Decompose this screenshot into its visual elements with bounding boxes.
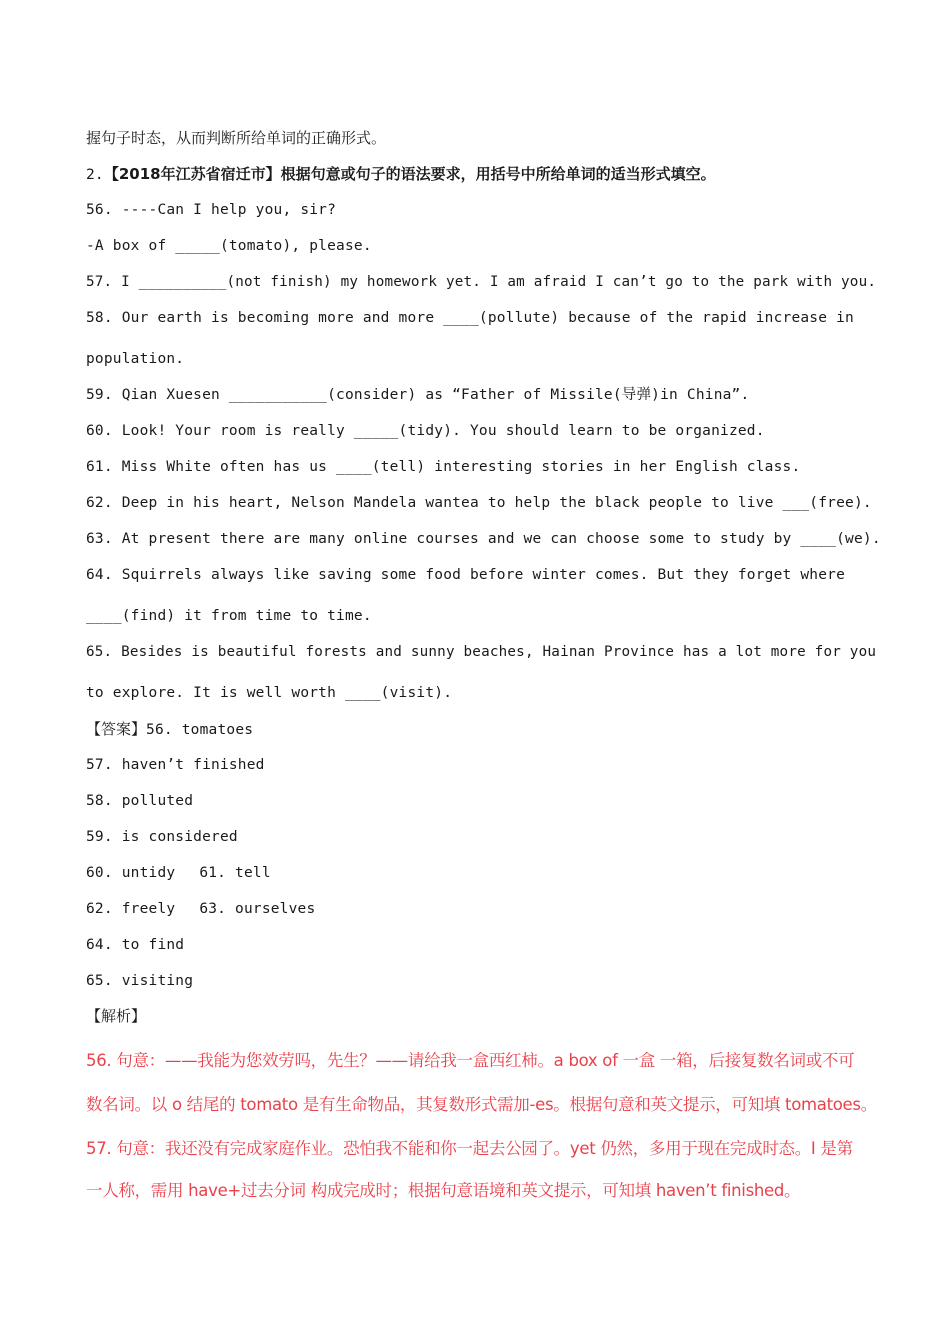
answer-62: 62. freely xyxy=(86,901,176,917)
answer-57: 57. haven’t finished xyxy=(86,757,265,773)
question-56-line-1: 56. ----Can I help you, sir? xyxy=(86,202,337,218)
explanation-57-line-2: 一人称，需用 have+过去分词 构成完成时；根据句意语境和英文提示，可知填 haven’t finished。 xyxy=(86,1181,801,1200)
question-57: 57. I __________(not finish) my homework yet. I am afraid I can’t go to the park with you. xyxy=(86,274,877,290)
explanation-56-line-2: 数名词。以 o 结尾的 tomato 是有生命物品，其复数形式需加-es。根据句意和英文提示，可知填 tomatoes。 xyxy=(86,1095,877,1114)
question-60: 60. Look! Your room is really _____(tidy). You should learn to be organized. xyxy=(86,423,765,439)
analysis-label: 【解析】 xyxy=(86,1007,147,1025)
question-56-line-2: -A box of _____(tomato), please. xyxy=(86,238,372,254)
question-61: 61. Miss White often has us ____(tell) interesting stories in her English class. xyxy=(86,459,801,475)
answer-61: 61. tell xyxy=(199,865,271,881)
answer-65: 65. visiting xyxy=(86,973,194,989)
question-64-line-2: ____(find) it from time to time. xyxy=(86,608,372,624)
answer-56: 56. tomatoes xyxy=(146,722,254,738)
question-58-line-2: population. xyxy=(86,351,185,367)
question-65-line-2: to explore. It is well worth ____(visit). xyxy=(86,685,453,701)
section-title: 【2018年江苏省宿迁市】根据句意或句子的语法要求，用括号中所给单词的适当形式填空。 xyxy=(103,165,716,183)
question-62: 62. Deep in his heart, Nelson Mandela wantea to help the black people to live ___(free). xyxy=(86,495,872,511)
question-64-line-1: 64. Squirrels always like saving some food before winter comes. But they forget where xyxy=(86,567,846,583)
answer-63: 63. ourselves xyxy=(199,901,316,917)
answer-58: 58. polluted xyxy=(86,793,194,809)
answer-59: 59. is considered xyxy=(86,829,238,845)
answer-60: 60. untidy xyxy=(86,865,176,881)
question-63: 63. At present there are many online courses and we can choose some to study by ____(we). xyxy=(86,531,881,547)
intro-text: 握句子时态，从而判断所给单词的正确形式。 xyxy=(86,129,387,147)
question-65-line-1: 65. Besides is beautiful forests and sunny beaches, Hainan Province has a lot more for you xyxy=(86,644,877,660)
explanation-56-line-1: 56. 句意：——我能为您效劳吗，先生？——请给我一盒西红柿。a box of 一盒 一箱，后接复数名词或不可 xyxy=(86,1051,855,1070)
answer-row-62-63 xyxy=(86,899,880,919)
answer-heading xyxy=(86,719,880,740)
section-heading xyxy=(86,164,880,185)
explanation-57-line-1: 57. 句意：我还没有完成家庭作业。恐怕我不能和你一起去公园了。yet 仍然，多用于现在完成时态。I 是第 xyxy=(86,1139,853,1158)
section-number: 2. xyxy=(86,167,104,183)
answer-64: 64. to find xyxy=(86,937,185,953)
answer-row-60-61 xyxy=(86,863,880,883)
answer-label: 【答案】 xyxy=(86,720,147,738)
question-59: 59. Qian Xuesen ___________(consider) as “Father of Missile(导弹)in China”. xyxy=(86,387,750,403)
question-58-line-1: 58. Our earth is becoming more and more ____(pollute) because of the rapid increase in xyxy=(86,310,854,326)
